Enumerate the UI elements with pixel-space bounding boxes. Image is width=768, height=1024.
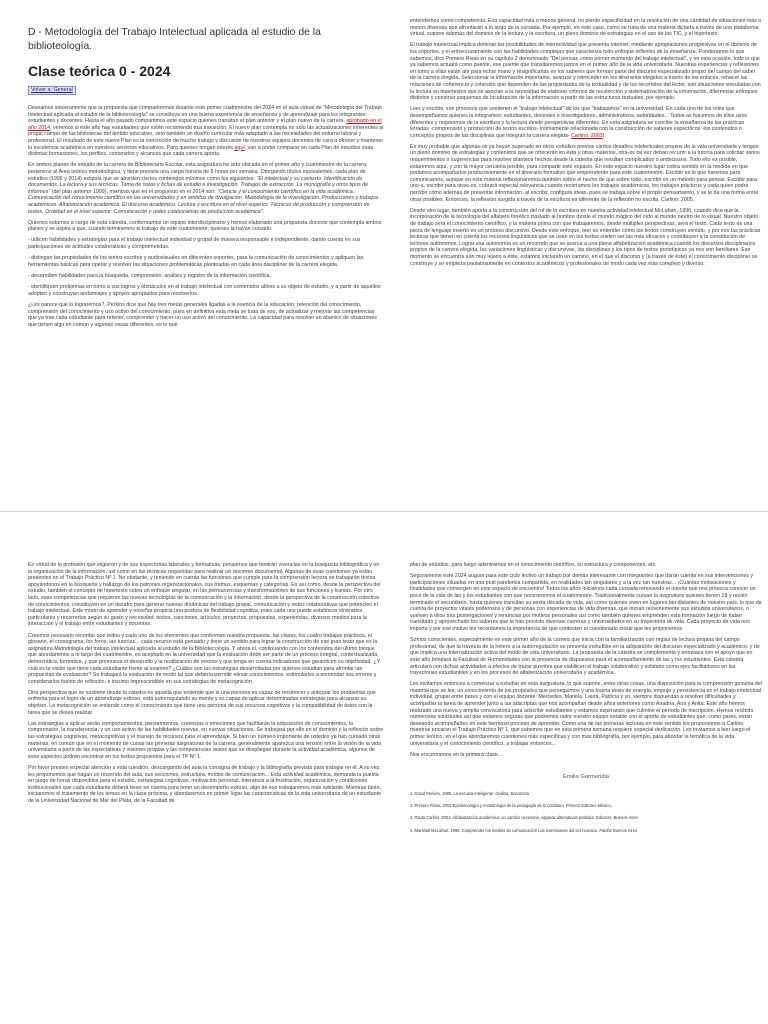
study-plan-paragraph: plan de estudios, para luego adentrarnos en el conocimiento científico, su estructura y componentes, etc. (410, 562, 657, 568)
plans-paragraph (28, 162, 384, 215)
plan-2014-link[interactable]: aprobado en el año 2014 (28, 118, 382, 131)
back-link[interactable]: Volver a: General (28, 86, 76, 95)
text-span: Deseamos sinceramente que la propuesta que compartiremos durante este primer cuatrimestre del 2024 en el aula virtual de "Metodología del Trabajo Intelectual aplicada al estudio de la bibliotecología" se constituya en una buena experiencia de enseñanza y de aprendizaje para los integrantes: estudiantes y docentes. Hasta el año pasado compartimos este espacio quienes transitan el plan anterior y el plan nuevo de la carrera, (28, 105, 382, 125)
goal-item: - distingan las propiedades de los textos escritos y audiovisuales en diferentes soportes, para la comunicación de conocimientos y apliquen las herramientas básicas para operar y resolver las situaciones problemáticas planteadas en cada área disciplinar de la carrera elegida. (28, 255, 364, 268)
text-span: ). (602, 132, 606, 139)
aqui-link[interactable]: aquí (234, 144, 245, 151)
text-span: Leer y escribir, son procesos que sostienen el "trabajo intelectual" de los que "trabajamos" en la universidad. En cada uno de los roles que desempeñamos quienes la integramos: estudiantes, docentes e investigadores, administrativos, autoridades... Todos-as hacemos de ellos usos diferentes y requerimos de la escritura y la lectura desde perspectivas diferentes. En esta asignatura se concibe la enseñanza de las prácticas letradas -comprensión y producción de textos escritos- íntimamente relacionada con la construcción de saberes específicos -los contenidos o conceptos propios de las disciplinas que integran la carrera elegida- (410, 106, 748, 139)
carlino-link[interactable]: Carlino: 2003 (571, 132, 603, 139)
goal-item: - desarrollen habilidades para la búsqueda, comprensión, análisis y registro de la información científica. (28, 273, 271, 280)
intellectual-work-paragraph: El trabajo intelectual implica dominar las posibilidades de interactividad que presenta Internet, mediante apropiaciones progresivas en el dominio de los soportes, y el entrecruzamiento con las habilidades complejas que caracteriza todo enfoque reflexivo de la enseñanza. Ponderamos lo que sabemos, dice Primero Rivas en su capítulo 2 denominado "Del pensar, como primer momento del trabajo intelectual", y en esta ocasión, todo lo que ya sabemos actuará como puente, ese puente que transitaremos juntos en el primer año de la vida universitaria. Nuestras experiencias y reflexiones en torno a ellas están ahí para echar mano y resignificarlas en los saberes que forman parte del discurso especializado propio del campo del saber de la carrera elegida. Seleccionar la información importante, avanzar y retroceder en los itinerarios elegidos a través de los enlaces, rehacer las relaciones de coherencia y cohesión que dependen de las propiedades de la textualidad y de los recorridos del lector, son situaciones vinculadas con la lectura en hipertextos que se asocian a la necesidad de elaborar criterios de recolección y sistematización de la información, diferenciar enfoques distintos y construir esquemas de localización de la información a partir de las estructuras textuales, por ejemplo. (410, 42, 761, 102)
competence-paragraph: entendemos como competencia. Esa capacidad más o menos general, no pierde especificidad en la resolución de una cantidad de situaciones más o menos diversas que afrontarán a lo largo de la cursada. Por ejemplo, en este caso, como se trata de una materia dictada a través de una plataforma virtual, supone además del dominio de la lectura y la escritura, un pleno dominio de estrategias en el uso de las TIC, y el hipertexto. (410, 18, 762, 38)
class-title: Clase teórica 0 - 2024 (28, 63, 171, 79)
reference-item: 3. Paula Carlino, 2003. Alfabetización académica: un cambio necesario, algunas alternativas posibles. Educere, Buenos Aires (410, 815, 638, 821)
intro-paragraph (28, 105, 384, 158)
course-title: D - Metodología del Trabajo Intelectual aplicada al estudio de la biblioteología. (28, 27, 321, 52)
text-span: , van a poder comparar en cada Plan de estudios esas distintas formaciones, los perfiles, contenidos y alcances que cada carrera aporta. (28, 144, 374, 158)
strategies-paragraph: Las estrategias a aplicar serán comportamientos, pensamientos, creencias o emociones que facilitarán la adquisición de conocimientos, la comprensión, la transferencia, y un uso activo de las habilidades nuevas, en nuevas situaciones. Se trabajará por ello en el dominio y la reflexión sobre las estrategias cognitivas, metacognitivas y el manejo de recursos para el aprendizaje. Si bien un número importante de ustedes ya han cursado otras materias, en común que en el momento de cursar las primeras asignaturas de la carrera, generalmente aparezca una tensión entre la visión de la vida universitaria a partir de las expectativas y visiones propias y las competencias reales que se despliegan durante la actividad académica, algunos de esos aspectos podrán encontrar en los textos propuestos para el TP Nº 1. (28, 720, 384, 760)
page1-right-column (410, 18, 762, 272)
closing-paragraph: Nos encontramos en la primera clase... (410, 751, 503, 758)
page2-left-column (28, 562, 384, 809)
quote-span: "Ciencia y el conocimiento científico en la vida académica. Comunicación del conocimiento científico en las universidades y en ámbitos de divulgación. Metodología de la investigación. Producciones y trabajos académicos. Alfabetización académica. El discurso académico. Lectura y escritura en el nivel superior. Técnicas de producción y comprensión de textos. Oralidad en el nivel superior. Comunicación y redes colaborativas de producción académica". (28, 188, 379, 215)
team-paragraph: Quienes estamos a cargo de esta cátedra, conformamos un equipo interdisciplinario y hemos elaborado una propuesta docente que contempla ambos planes y se aspira a que, cuando terminemos el trabajo de este cuatrimestre, quienes la hayan cursado: (28, 219, 382, 233)
attention-paragraph: Por favor presten especial atención a esta cuestión, descargando del aula la consigna de trabajo y la bibliografía prevista para trabajar en él. A su vez, les proponemos que hagan un recorrido del aula, sus secciones, estructura, modos de comunicación... Esta actividad académica, demanda la puesta en juego de horas disponibles para el estudio, estrategias cognitivas, motivación personal, tolerancia a la frustración, organización y condiciones institucionales que cada estudiante deberá tener en cuenta para tener un desempeño exitoso, algo de eso trabajaremos más adelante. Mientras tanto, iniciaremos el tratamiento de los temas en la clase próxima, y abordaremos en primer lugar las características de la vida universitaria de un estudiante de la Universidad Nacional de Mar del Plata, de la Facultad de (28, 765, 382, 804)
goal-item: - utilicen habilidades y estrategias para el trabajo intelectual individual y grupal de manera responsable e independiente, dando cuenta en sus participaciones de actitudes colaborativas y comprometidas. (28, 237, 361, 251)
reference-item: 1. David Perkins, 1995. La escuela inteligente. Gedisa, Barcelona (410, 791, 530, 796)
awareness-paragraph: Somos conscientes, especialmente en este primer año de la carrera que inicia con la familiarización con reglas de lectura propias del campo profesional, de que la travesía de la hétero a la autorregulación se presenta ineludible en la adquisición del discurso especializado y académico, y de que implica una internalización activa del modo de vida universitario. La propuesta de la cátedra se complementa y entrelaza con el apoyo que en este año brindará la Facultad de Humanidades con la presencia de dispuestos para el acompañamiento de las y los estudiantes. Esta cátedra articulará con dichas actividades a efectos de trazar puentes que viabilicen el trabajo colaborativo y solidario como ejes facilitadores en las trayectorias estudiantiles y en los procesos de alfabetización universitaria y académica. (410, 637, 760, 677)
signature: Emilia Garmendia (562, 774, 610, 781)
profession-paragraph: En virtud de la profesión que eligieron y de sus trayectorias laborales y formativas, pensamos que tendrán vivencias en la búsqueda bibliográfica y en la organización de la información, así como en las técnicas requeridas para realizar un resumen documental. Algunas de esas cuestiones ya están presentes en el Trabajo Práctico Nº 1. No obstante, y teniendo en cuenta las funciones que cumple para la comprensión lectora se trabajarán textos apoyándonos en la búsqueda y hallazgo de los patrones organizacionales, sus tramas, esquemas y categorías. Es así como, desde la perspectiva del estudio, también el concepto de hipertexto cobra un enfoque singular, en las permanencias y transformaciones de sus funciones y tramas. Por otro lado, esas competencias que requieren las nuevas tecnologías de la comunicación y la información, desde la perspectiva de la construcción colectiva de conocimientos, constituyen en un desafío para generar nuevas dinámicas del trabajo grupal, comunicación y redes colaborativas que potencien el trabajo intelectual. Este modo de aprender y enseñar propicia una postura de flexibilidad cognitiva, pues cada uno puede establecer itinerarios particulares y recorrerlos según su gusto y necesidad: textos, canciones, artículos, proyectos, propuestas, experiencias, diversos medios para la interacción y el trabajo entre estudiantes y docentes. (28, 562, 381, 628)
challenges-paragraph: Es muy probable que algunas-os ya hayan superado en otros estudios previos ciertos desafíos intelectuales propios de la vida universitaria y tengan un pleno dominio de estrategias y contenidos que se ofrecerán en ésta y otras materias, otra-os tal vez deban recurrir a la tutoría para solicitar varios requerimientos o sugerencias para resolver planteos hechos desde la cátedra que resultan complicados o ambiciosos. Todo ello es posible, estaremos aquí, y con la mayor cercanía posible, para compartir este espacio. En este espacio nuestro lugar cobra sentido en la medida en que podamos acompañarlos productivamente en el itinerario formativo que emprenderán para este cuatrimestre. Escribir es lo que haremos para comunicarnos, aunque en esta materia reflexionaremos también sobre el hecho de que sobre todo, escribir es un método para pensar. Escribir para uno-a, escribir para otras-os, cobrará especial relevancia cuando recorramos los trabajos académicos, los trabajos prácticos y cada quien podrá percibir cómo además de presentar información, al escribir, configura ideas, pues se trabaja sobre el propio pensamiento, y se le da una forma entre otras posibles. Entonces, la reflexión surgida a través de la escritura es diferente de la reflexión no escrita. Carlino: 2005. (410, 143, 760, 203)
references (410, 791, 762, 833)
page1-left-column (28, 26, 384, 333)
reading-writing-paragraph (410, 106, 762, 139)
evaluation-paragraph: Creemos necesario recordar que todos y cada uno de los elementos que conforman nuestra propuesta, las clases, los cuatro trabajos prácticos, el glosario, el cronograma, los foros, las tutorías... cada recurso está pensado y tiene un sentido para lograr la construcción de ese gran texto que es la asignatura Metodología del trabajo intelectual aplicada al estudio de la Bibliotecología. Y ahora sí, continuando con los contenidos del último bloque que abordaremos a lo largo del cuatrimestre, es aceptado en la universidad que la evaluación debe ser parte de un proceso integral, contextualizada, democrática, formativa, y que promueva el desarrollo y la reutilización de errores y que tenga en cuenta indicadores que garanticen su objetividad. ¿Y cuál es la visión que tiene cada estudiante frente al examen? ¿Cuáles son las estrategias desarrolladas por quienes estudian para afrontar las propuestas de evaluación? Se trabajará la evaluación de modo tal que debería permitir elevar conocimientos, estimularlos a enmendar sus errores y considerarlos fuente de reflexión, e insumo imprescindible en sus estrategias de metacognición. (28, 632, 381, 685)
goal-item: - identifiquen problemas en torno a sus logros y obstáculos en el trabajo intelectual con contenidos afines a su objeto de estudio, y a partir de aquellos adopten y construyan andamiajes y apoyos apropiados para resolverlos. (28, 284, 381, 297)
cycle-paragraph: Seguramente este 2024 augura para este ciclo lectivo un trabajo por demás interesante con integrantes que darán cuenta en sus intervenciones y participaciones situadas en una post pandemia compartida, en realidades tan singulares y a la vez tan nuestras... ¡Cuántas motivaciones y finalidades que convergen en este espacio de encuentro! Todos los años iniciamos cada cursada renovando el interés que nos provoca conocer un poco de la vida de las y los estudiantes con que recorreremos el cuatrimestre. Tradicionalmente cursan la asignatura quienes tienen 18 y recién terminado el secundario, hasta quienes transitan su sexta década de vida, así como quienes viven en lugares tan distantes de nuestro país, lo que da cuenta de proyectos vitales poderosos y de personas con experiencias de vida diversas, que inician recientemente sus estudios universitarios, o vuelven a ellos tras postergaciones y renuncias por motivos personales así como también quienes emprenden esta formación luego de haber transitado y aprovechado los saberes que le han provisto diversas carreras y universidades en su trayectoria de vida. Cada proyecto de vida nos importa y por ese motivo les recordamos la importancia de que contesten el cuestionario inicial que les proponemos. (410, 573, 762, 632)
reference-item: 4. Marshall McLuhan. 1996. Comprender los medios de comunicación Las extensiones del ser humano. Paidós Buenos Aires (410, 827, 638, 833)
text-span: , veremos si este año hay estudiantes que estén recorriendo esa transición. El nuevo plan contempla no sólo las actualizaciones inherentes al propio campo de las bibliotecas del ámbito educativo, sino también un diseño curricular más adaptado a las necesidades del entorno laboral y profesional. El resultado de este nuevo Plan es la concreción de mucho trabajo y discusión de nuestros equipos docentes de cara a ofrecer y mantener la excelencia académica en nuestros servicios educativos. Para quienes tengan interés (28, 124, 384, 151)
perkins-paragraph: ¿Les parece que lo lograremos?, Perkins dice que hay tres metas generales ligadas a la esencia de la educación: retención del conocimiento, comprensión del conocimiento y uso activo del conocimiento, pues en definitiva esta meta se trata de eso, de actualizar y mejorar las competencias que ya trae cada estudiante para retener, comprender y hacer un uso activo del conocimiento. La capacidad para resolver un abanico de situaciones que tienen algo en común y algunas cosas diferentes, es lo que (28, 302, 377, 328)
mcluhan-paragraph: Desde otro lugar, también aporta a la construcción del rol de la escritura en nuestra actividad intelectual McLuhan, 1996, cuando dice que la incorporación de la tecnología del alfabeto fonético trasladó al hombre desde el mundo mágico del oído al mundo neutro de lo visual. Nuestro objeto de trabajo será el conocimiento científico, y la materia prima con que trabajaremos, desde múltiples perspectivas, será el texto. Cada texto es una pieza de lenguaje inserto en un proceso discursivo. Desde este enfoque, leer es entender cómo los textos construyen sentido, y por eso las prácticas lectoras que tienen en cuenta los recursos lingüísticos que se usan en los textos suelen ser las más eficaces y contribuyen a la constitución de lectores autónomos. Lograr esa autonomía es un recorrido que se acerca a una plena alfabetización académica cuando los discursos disciplinarios propios de la carrera elegida, las variaciones lingüísticas y discursivas, las disciplinas y los tipos de textos prototípicos ya nos son familiares. Ese momento se encuentra aún muy lejano a éste, estamos iniciando un camino, en el que el discurso y (a través de éste) el conocimiento disciplinar se construye y se empieza paulatinamente en contextos académicos y profesionales de modo cada vez más complejo y diverso. (410, 207, 761, 267)
page2-right-column (410, 562, 762, 840)
page-2 (0, 512, 768, 1024)
metacognition-paragraph: Otra perspectiva que se sostiene desde la cátedra es aquella que entiende que si una persona es capaz de reconocer y anticipar los problemas que enfrenta para el logro de un aprendizaje exitoso, está autorregulando su mente y es capaz de aplicar determinadas estrategias para alcanzar su objetivo. La metacognición se entiende como el conocimiento que tiene una persona de sus recursos cognitivos y la compatibilidad de éstos con la tarea que se desea realizar. (28, 689, 376, 716)
quote-span: "El intelectual y su contexto. Identificación de documentos. La lectura y sus técnicas. Toma de notas y fichas de estudio e investigación. Trabajos de extracción. La monografía y otros tipos de informes" (28, 175, 369, 195)
reference-item: 2. Primero Rivas. 2002.Epistemología y metodología de la pedagogía de lo cotidiano, Primero Editores México, (410, 803, 612, 809)
invitation-paragraph: Les invitamos entonces a comenzar a estudiar en esta asignatura, lo que supone, entre otras cosas, una disposición para la comprensión genuina del material que se les, un conocimiento de los propósitos que perseguimos y una buena dosis de energía, empuje y persistencia en el trabajo intelectual individual, grupal entre pares y con el equipo docente: Mercedes, Mariela, Laura, Patricia y yo, siempre dispuestas a resolver dificultades y acompañar la tarea de aprender junto a las adscriptas que nos acompañan desde años anteriores como Ariadna, Ana y Anita. Este año hemos realizado una nueva y amplia convocatoria para adscribir estudiantes y estamos esperando que culmine el período de inscripción. Hemos recibido numerosas solicitudes así que estamos seguras que podremos nutrir nuestro equipo estable con el aporte de estudiantes que, como pares, están deseando acompañarles en este hermoso proceso de aprender. Como una de las primeras lecturas en este sentido les proponemos a Carlino mientras encaran el Trabajo Práctico Nº 1, que sabemos que en esta primera semana requiere especial dedicación. Les invitamos a leer luego el primer teórico, en el que abordaremos cuestiones más específicas y con más bibliografía, por ejemplo, para abordar la temática de la vida universitaria y el conocimiento científico, a trabajar entonces... (410, 681, 762, 747)
text-span: (del plan anterior 1999), mientras que en el propuesto en el 2014 son: (51, 188, 216, 195)
text-span: En ambos planes de estudio de la carrera de Bibliotecario Escolar, esta asignatura ha sido ubicada en el primer año y cuatrimestre de la carrera, pertenece al Área teórico metodológica, y tiene prevista una carga horaria de 8 horas por semana. Otorgando títulos equivalentes, cada plan de estudios (1999 y 2014) estipula que se aborden ciertos contenidos mínimos como los siguientes: (28, 162, 368, 182)
